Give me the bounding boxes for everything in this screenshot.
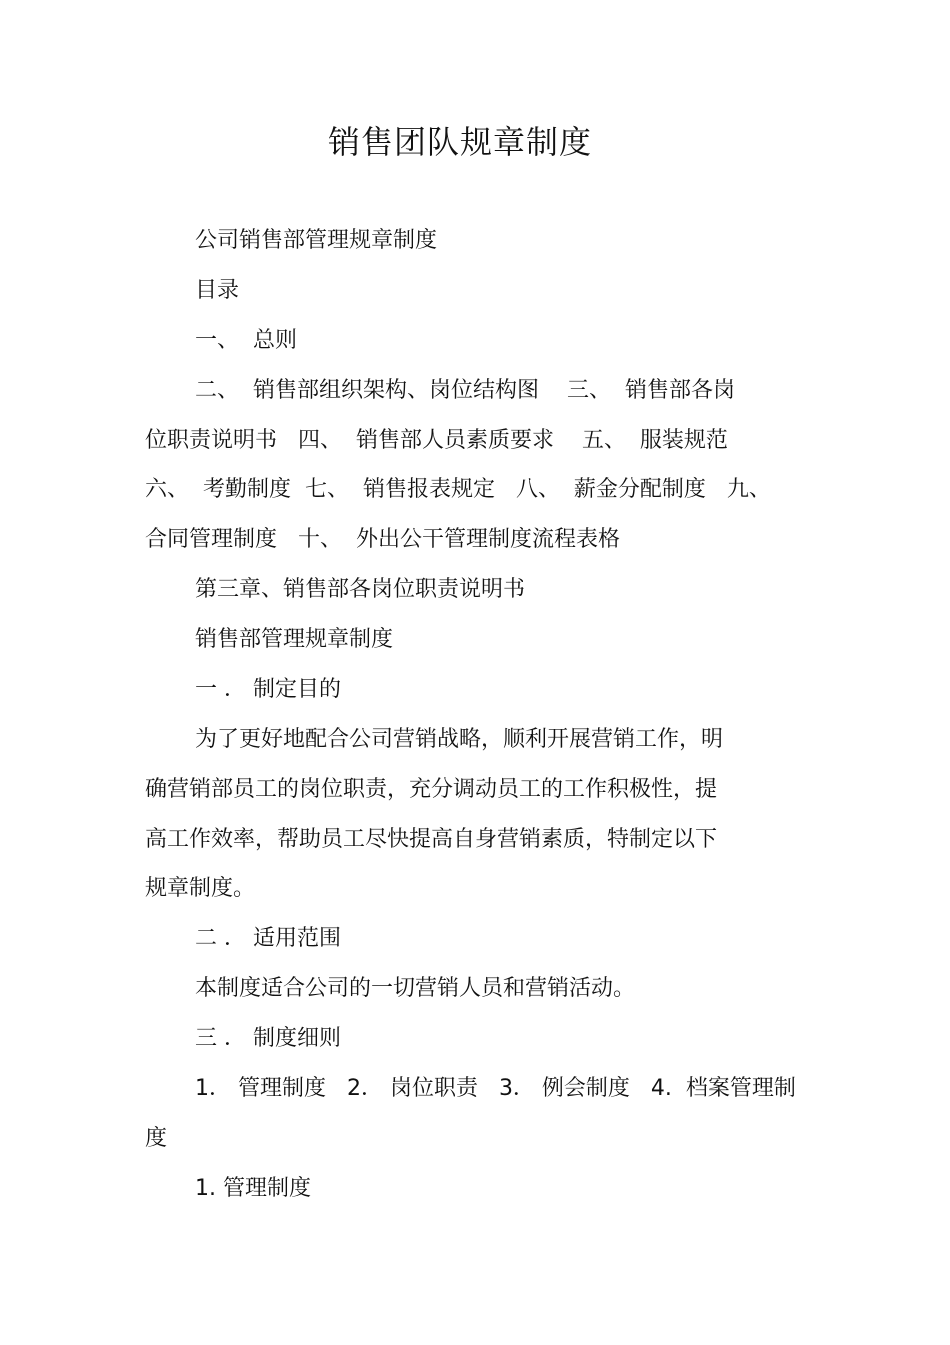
text-line: 销售部管理规章制度: [195, 627, 394, 652]
text-line: 高工作效率，帮助员工尽快提高自身营销素质，特制定以下: [145, 827, 718, 852]
text-line: 公司销售部管理规章制度: [195, 228, 438, 253]
text-line: 为了更好地配合公司营销战略，顺利开展营销工作，明: [195, 727, 724, 752]
text-line: 六、 考勤制度 七、 销售报表规定 八、 薪金分配制度 九、: [145, 477, 771, 502]
document-title: 销售团队规章制度: [327, 123, 592, 161]
text-line: 目录: [195, 278, 240, 303]
section-heading: 二 ． 适用范围: [195, 926, 341, 951]
text-line: 确营销部员工的岗位职责，充分调动员工的工作积极性，提: [145, 777, 718, 802]
text-line: 第三章、销售部各岗位职责说明书: [195, 577, 526, 602]
text-line: 1. 管理制度: [195, 1176, 311, 1201]
section-heading: 三 ． 制度细则: [195, 1026, 341, 1051]
text-line: 一、 总则: [195, 328, 297, 353]
text-line: 二、 销售部组织架构、岗位结构图 三、 销售部各岗: [195, 378, 735, 403]
text-line: 1． 管理制度 2． 岗位职责 3． 例会制度 4. 档案管理制: [195, 1076, 796, 1101]
text-line: 合同管理制度 十、 外出公干管理制度流程表格: [145, 527, 620, 552]
text-line: 本制度适合公司的一切营销人员和营销活动。: [195, 976, 636, 1001]
text-line: 位职责说明书 四、 销售部人员素质要求 五、 服装规范: [145, 428, 728, 453]
text-line: 度: [145, 1126, 168, 1151]
section-heading: 一 ． 制定目的: [195, 677, 341, 702]
text-line: 规章制度。: [145, 876, 256, 901]
